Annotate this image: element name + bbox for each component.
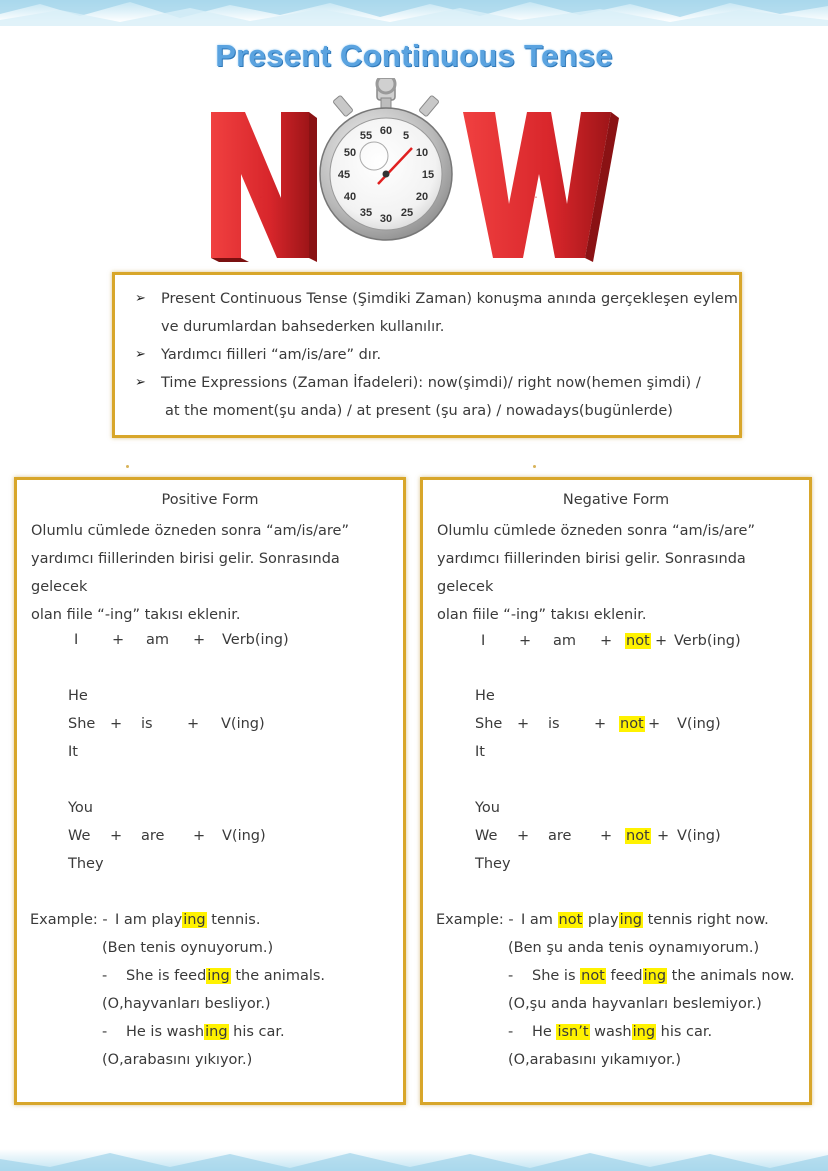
- svg-text:20: 20: [415, 191, 429, 203]
- example-dash: -: [508, 968, 514, 984]
- page-title: Present Continuous Tense: [215, 38, 613, 73]
- negative-form-box: [420, 477, 812, 1105]
- auxiliary: am: [553, 633, 577, 649]
- plus-sign: +: [517, 828, 530, 844]
- arrow-bullet-icon: ➢: [135, 291, 146, 306]
- plus-sign: +: [519, 633, 532, 649]
- svg-text:55: 55: [359, 130, 373, 142]
- plus-sign: +: [193, 828, 206, 844]
- subject: It: [68, 744, 78, 760]
- svg-text:25: 25: [400, 207, 414, 219]
- not-word: not: [626, 633, 650, 649]
- example-sentence: I am playing tennis.: [115, 912, 261, 928]
- plus-sign: +: [655, 633, 668, 649]
- info-item-line: ve durumlardan bahsederken kullanılır.: [161, 319, 445, 335]
- svg-text:40: 40: [343, 191, 357, 203]
- not-word: not: [620, 716, 644, 732]
- verb: V(ing): [677, 716, 721, 732]
- plus-sign: +: [657, 828, 670, 844]
- arrow-bullet-icon: ➢: [135, 375, 146, 390]
- info-item: [135, 341, 739, 369]
- svg-text:50: 50: [343, 147, 357, 159]
- not-word: not: [626, 828, 650, 844]
- decorative-dot: [533, 465, 536, 468]
- negative-form-heading: Negative Form: [562, 492, 670, 508]
- example-translation: (O,şu anda hayvanları beslemiyor.): [508, 996, 762, 1012]
- subject: I: [481, 633, 486, 649]
- plus-sign: +: [594, 716, 607, 732]
- negative-form-description: [437, 517, 802, 629]
- bottom-wave-decoration: [0, 1141, 828, 1171]
- subject: He: [68, 688, 88, 704]
- stopwatch-icon: [320, 78, 452, 240]
- letter-n: [211, 112, 317, 262]
- subject: You: [68, 800, 93, 816]
- verb: V(ing): [221, 716, 265, 732]
- desc-line: olan fiile “-ing” takısı eklenir.: [437, 607, 647, 623]
- plus-sign: +: [648, 716, 661, 732]
- plus-sign: +: [112, 632, 125, 648]
- auxiliary: am: [146, 632, 170, 648]
- svg-text:5: 5: [402, 130, 410, 142]
- desc-line: yardımcı fiillerinden birisi gelir. Sonrasında gelecek: [31, 551, 340, 595]
- auxiliary: are: [548, 828, 572, 844]
- example-label: Example: -: [30, 912, 108, 928]
- example-sentence: She is not feeding the animals now.: [532, 968, 795, 984]
- example-sentence: He is washing his car.: [126, 1024, 285, 1040]
- subject: She: [68, 716, 96, 732]
- subject: It: [475, 744, 485, 760]
- example-dash: -: [508, 1024, 514, 1040]
- subject: We: [475, 828, 498, 844]
- svg-text:10: 10: [415, 147, 429, 159]
- plus-sign: +: [110, 716, 123, 732]
- verb: Verb(ing): [222, 632, 289, 648]
- subject: They: [68, 856, 104, 872]
- verb: V(ing): [677, 828, 721, 844]
- letter-w-text: W: [535, 197, 537, 199]
- svg-text:45: 45: [337, 169, 351, 181]
- decorative-dot: [126, 465, 129, 468]
- info-item-line: at the moment(şu anda) / at present (şu ara) / nowadays(bugünlerde): [165, 403, 673, 419]
- info-item: [135, 369, 739, 425]
- letter-w: [463, 112, 619, 262]
- top-wave-decoration: [0, 0, 828, 30]
- verb: Verb(ing): [674, 633, 741, 649]
- subject: They: [475, 856, 511, 872]
- plus-sign: +: [110, 828, 123, 844]
- example-dash: -: [102, 968, 108, 984]
- subject: I: [74, 632, 79, 648]
- info-item-line: Yardımcı fiilleri “am/is/are” dır.: [161, 347, 382, 363]
- subject: You: [475, 800, 500, 816]
- auxiliary: is: [548, 716, 560, 732]
- positive-form-heading: Positive Form: [161, 492, 259, 508]
- subject: He: [475, 688, 495, 704]
- arrow-bullet-icon: ➢: [135, 347, 146, 362]
- info-item-line: Present Continuous Tense (Şimdiki Zaman) konuşma anında gerçekleşen eylem: [161, 291, 738, 307]
- plus-sign: +: [187, 716, 200, 732]
- subject: She: [475, 716, 503, 732]
- example-label: Example: -: [436, 912, 514, 928]
- now-banner: [205, 78, 625, 263]
- desc-line: Olumlu cümlede özneden sonra “am/is/are”: [437, 523, 755, 539]
- positive-form-box: [14, 477, 406, 1105]
- example-translation: (Ben tenis oynuyorum.): [102, 940, 274, 956]
- desc-line: Olumlu cümlede özneden sonra “am/is/are”: [31, 523, 349, 539]
- subject: We: [68, 828, 91, 844]
- example-translation: (O,arabasını yıkamıyor.): [508, 1052, 682, 1068]
- auxiliary: is: [141, 716, 153, 732]
- auxiliary: are: [141, 828, 165, 844]
- svg-text:60: 60: [379, 125, 393, 137]
- svg-text:15: 15: [421, 169, 435, 181]
- svg-text:35: 35: [359, 207, 373, 219]
- info-item: [135, 285, 739, 341]
- example-sentence: He isn’t washing his car.: [532, 1024, 713, 1040]
- plus-sign: +: [193, 632, 206, 648]
- example-translation: (O,arabasını yıkıyor.): [102, 1052, 253, 1068]
- verb: V(ing): [222, 828, 266, 844]
- example-dash: -: [102, 1024, 108, 1040]
- info-item-line: Time Expressions (Zaman İfadeleri): now(şimdi)/ right now(hemen şimdi) /: [161, 375, 701, 391]
- desc-line: olan fiile “-ing” takısı eklenir.: [31, 607, 241, 623]
- desc-line: yardımcı fiillerinden birisi gelir. Sonrasında gelecek: [437, 551, 746, 595]
- positive-form-description: [31, 517, 396, 629]
- plus-sign: +: [600, 633, 613, 649]
- plus-sign: +: [517, 716, 530, 732]
- letter-n-text: N: [260, 197, 262, 199]
- example-sentence: She is feeding the animals.: [126, 968, 326, 984]
- example-translation: (Ben şu anda tenis oynamıyorum.): [508, 940, 760, 956]
- example-sentence: I am not playing tennis right now.: [521, 912, 769, 928]
- plus-sign: +: [600, 828, 613, 844]
- svg-text:30: 30: [379, 213, 393, 225]
- example-translation: (O,hayvanları besliyor.): [102, 996, 271, 1012]
- info-box: [112, 272, 742, 438]
